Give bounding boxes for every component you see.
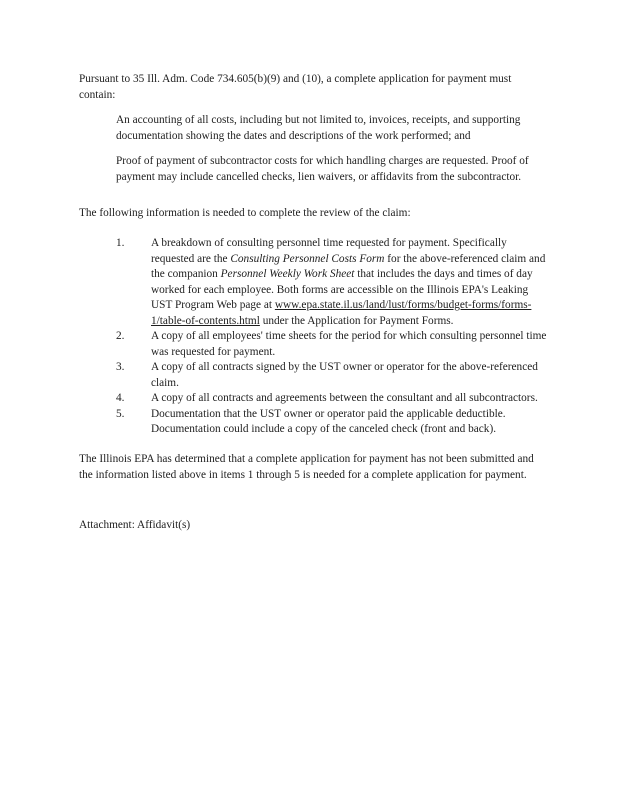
list-item — [79, 391, 549, 407]
list-item — [79, 407, 549, 438]
numbered-items-list — [79, 236, 549, 438]
attachment-line: Attachment: Affidavit(s) — [79, 519, 191, 531]
item-text: Documentation that the UST owner or operator paid the applicable deductible. Documentation could include a copy of the canceled check (front and back). — [151, 407, 506, 435]
info-intro-paragraph: The following information is needed to complete the review of the claim: — [79, 207, 411, 219]
requirement-proof-of-payment: Proof of payment of subcontractor costs for which handling charges are requested. Proof of payment may include cancelled checks, lien waivers, or affidavits from the subcontractor. — [116, 155, 529, 183]
item-number: 2. — [116, 330, 125, 342]
item-text-part: for the above-referenced claim and the companion — [151, 252, 546, 280]
list-item — [79, 329, 549, 360]
item-text: A copy of all employees' time sheets for the period for which consulting personnel time was requested for payment. — [151, 330, 547, 358]
requirement-accounting: An accounting of all costs, including but not limited to, invoices, receipts, and supporting documentation showing the dates and descriptions of the work performed; and — [116, 114, 521, 142]
intro-paragraph: Pursuant to 35 Ill. Adm. Code 734.605(b)(9) and (10), a complete application for payment must contain: — [79, 73, 512, 101]
item-text-part: A breakdown of consulting personnel time requested for payment. Specifically requested are the — [151, 237, 507, 265]
list-item — [79, 236, 549, 329]
list-item — [79, 360, 549, 391]
item-text: A copy of all contracts signed by the UST owner or operator for the above-referenced claim. — [151, 361, 538, 389]
requirements-list — [116, 113, 544, 195]
form-name-weekly-work-sheet: Personnel Weekly Work Sheet — [220, 268, 355, 280]
item-number: 3. — [116, 361, 125, 373]
item-text — [151, 237, 545, 327]
item-text-part: under the Application for Payment Forms. — [259, 314, 454, 327]
item-text: A copy of all contracts and agreements between the consultant and all subcontractors. — [151, 392, 538, 404]
conclusion-paragraph: The Illinois EPA has determined that a complete application for payment has not been submitted and the information listed above in items 1 through 5 is needed for a complete application for payment. — [79, 453, 534, 481]
item-number: 1. — [116, 237, 125, 249]
forms-url-link[interactable]: www.epa.state.il.us/land/lust/forms/budget-forms/forms-1/table-of-contents.html — [151, 299, 532, 327]
item-number: 5. — [116, 407, 125, 420]
item-text-part: that includes the days and times of day worked for each employee. Both forms are accessible on the Illinois EPA's Leaking UST Program Web page at — [151, 268, 533, 311]
form-name-consulting-costs: Consulting Personnel Costs Form — [230, 252, 385, 265]
item-number: 4. — [116, 392, 125, 404]
